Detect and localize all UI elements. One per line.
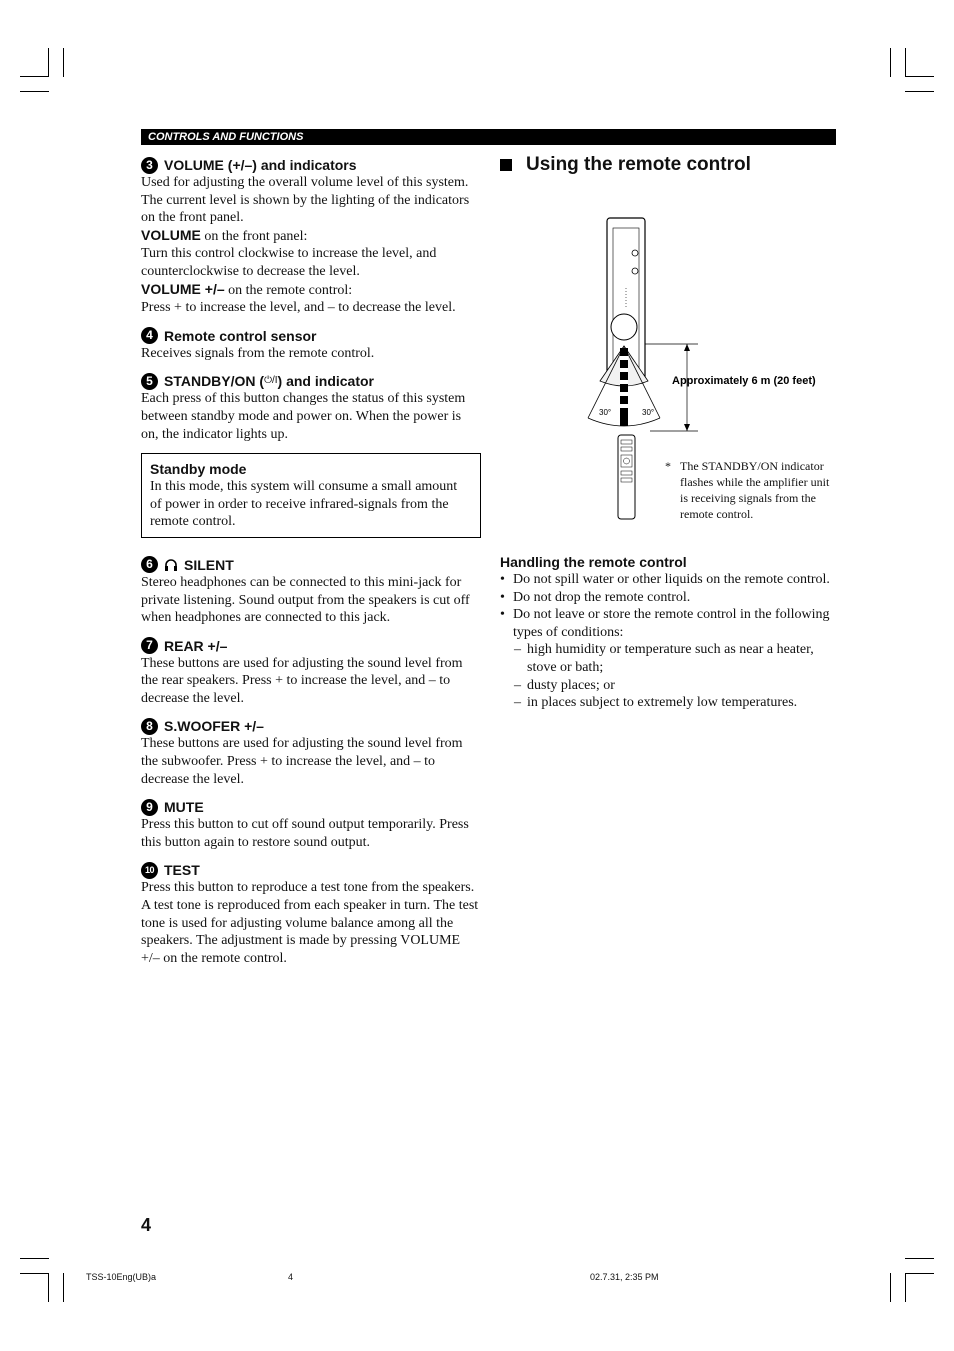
dash-icon: – <box>514 677 521 693</box>
crop-mark <box>905 1258 934 1259</box>
section-title <box>141 798 481 816</box>
list-item <box>514 677 840 695</box>
bullet-icon: • <box>500 572 505 587</box>
footer-timestamp: 02.7.31, 2:35 PM <box>590 1272 659 1282</box>
section-title-text: MUTE <box>164 799 204 816</box>
section-title-text: TEST <box>164 862 200 879</box>
crop-mark <box>63 48 64 77</box>
crop-mark <box>905 1273 906 1302</box>
power-icon: ⏻/I <box>264 375 278 387</box>
crop-mark <box>48 1273 49 1302</box>
item-number-badge: 10 <box>141 862 158 879</box>
item-number-badge: 4 <box>141 327 158 344</box>
list-item-text: Do not spill water or other liquids on the remote control. <box>513 572 830 587</box>
volume-knob <box>611 314 637 340</box>
list-item-text: Do not drop the remote control. <box>513 589 691 605</box>
section-title <box>141 327 481 345</box>
section-title-text: VOLUME (+/–) and indicators <box>164 157 357 173</box>
crop-mark <box>20 91 49 92</box>
body-text: Press this button to reproduce a test tone from the speakers. A test tone is reproduced from each speaker in turn. The test tone is used for adjusting volume balance among all the speakers. The adjustment is made by pressing VOLUME +/– on the remote control. <box>141 880 479 966</box>
crop-mark <box>905 91 934 92</box>
list-item-text: in places subject to extremely low temperatures. <box>527 695 798 711</box>
body-text: Turn this control clockwise to increase the level, and counterclockwise to decrease the level. <box>141 246 437 279</box>
section-title <box>141 372 481 390</box>
bullet-icon: • <box>500 589 505 605</box>
section-standby-on <box>141 372 481 443</box>
angle-label-left: 30° <box>599 408 612 417</box>
section-header-bar: CONTROLS AND FUNCTIONS <box>141 129 836 145</box>
list-item <box>500 571 840 589</box>
section-volume <box>141 156 481 317</box>
term: VOLUME <box>141 226 201 243</box>
crop-mark <box>20 76 49 77</box>
bullet-icon: • <box>500 607 505 623</box>
handling-title: Handling the remote control <box>500 554 687 570</box>
term-desc: on the remote control: <box>224 282 353 298</box>
item-number-badge: 6 <box>141 556 158 573</box>
footnote-mark: * <box>665 459 671 473</box>
section-title-text: Remote control sensor <box>164 327 317 344</box>
footnote <box>665 458 840 522</box>
footer-page-ref: 4 <box>288 1272 294 1282</box>
crop-mark <box>63 1273 64 1302</box>
list-item-text: high humidity or temperature such as near a heater, stove or bath; <box>527 642 814 675</box>
crop-mark <box>905 76 934 77</box>
crop-mark <box>905 1273 934 1274</box>
crop-mark <box>905 48 906 77</box>
section-title <box>141 861 481 879</box>
list-item <box>514 694 840 712</box>
term-desc: on the front panel: <box>200 228 308 244</box>
list-item-text: dusty places; or <box>527 677 615 693</box>
remote-control-outline <box>618 435 635 519</box>
list-item <box>500 606 840 641</box>
handling-list <box>500 571 840 641</box>
section-title-text: STANDBY/ON ( <box>164 373 265 390</box>
crop-mark <box>20 1273 49 1274</box>
item-number-badge: 3 <box>141 157 158 174</box>
item-number-badge: 9 <box>141 799 158 816</box>
section-swoofer <box>141 717 481 788</box>
remote-range-figure <box>500 178 840 533</box>
footer-file-name: TSS-10Eng(UB)a <box>86 1272 157 1282</box>
page-title <box>500 152 840 178</box>
conditions-list <box>500 641 840 711</box>
left-column <box>141 156 481 977</box>
angle-label-right: 30° <box>642 408 655 417</box>
section-title <box>141 156 481 174</box>
section-title-text: SILENT <box>184 556 234 573</box>
section-test <box>141 861 481 967</box>
crop-mark <box>890 1273 891 1302</box>
body-text: Each press of this button changes the status of this system between standby mode and power on. When the power is on, the indicator lights up. <box>141 391 466 442</box>
crop-mark <box>890 48 891 77</box>
list-item <box>500 589 840 607</box>
dash-icon: – <box>514 695 521 711</box>
page-title-text: Using the remote control <box>526 154 751 175</box>
section-title-text: ) and indicator <box>277 373 374 390</box>
section-mute <box>141 798 481 851</box>
section-title-text: S.WOOFER +/– <box>164 718 264 735</box>
section-rear <box>141 637 481 708</box>
section-title <box>141 717 481 735</box>
dash-icon: – <box>514 642 521 658</box>
body-text <box>141 281 481 300</box>
note-text: In this mode, this system will consume a small amount of power in order to receive infrared-signals from the remote control. <box>150 479 458 530</box>
square-bullet-icon <box>500 159 512 171</box>
body-text: Stereo headphones can be connected to this mini-jack for private listening. Sound output from the speakers is cut off when headphones are connected to this jack. <box>141 574 470 626</box>
section-title <box>141 637 481 655</box>
item-number-badge: 5 <box>141 373 158 390</box>
body-text <box>141 227 481 246</box>
list-item-text: Do not leave or store the remote control in the following types of conditions: <box>513 607 830 640</box>
distance-label: Approximately 6 m (20 feet) <box>672 375 816 387</box>
page-number: 4 <box>141 1215 152 1235</box>
section-title-text: REAR +/– <box>164 637 228 654</box>
footnote-text: The STANDBY/ON indicator flashes while the amplifier unit is receiving signals from the remote control. <box>680 459 830 521</box>
standby-note-box <box>141 453 481 538</box>
headphones-icon <box>164 558 178 571</box>
handling-section <box>500 553 840 712</box>
body-text: Receives signals from the remote control. <box>141 345 375 361</box>
section-remote-sensor <box>141 327 481 363</box>
crop-mark <box>48 48 49 77</box>
body-text: Press + to increase the level, and – to decrease the level. <box>141 300 456 316</box>
body-text: These buttons are used for adjusting the sound level from the rear speakers. Press + to increase the level, and – to decrease the level. <box>141 655 463 706</box>
section-title <box>141 556 481 574</box>
item-number-badge: 8 <box>141 718 158 735</box>
body-text: Press this button to cut off sound output temporarily. Press this button again to restore sound output. <box>141 817 469 850</box>
item-number-badge: 7 <box>141 637 158 654</box>
indicator-light <box>632 250 638 256</box>
crop-mark <box>20 1258 49 1259</box>
section-silent <box>141 556 481 627</box>
term: VOLUME +/– <box>141 280 225 297</box>
body-text: These buttons are used for adjusting the sound level from the subwoofer. Press + to increase the level, and – to decrease the level. <box>141 736 463 787</box>
indicator-light <box>632 268 638 274</box>
body-text: Used for adjusting the overall volume level of this system. The current level is shown by the lighting of the indicators on the front panel. <box>141 175 470 226</box>
list-item <box>514 641 840 676</box>
right-column <box>500 152 840 712</box>
note-title: Standby mode <box>150 461 247 478</box>
